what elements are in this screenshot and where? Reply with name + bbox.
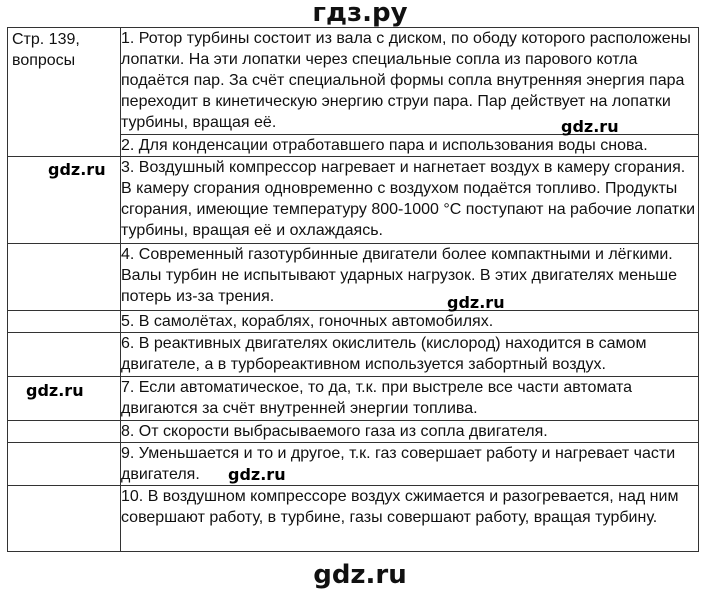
answer-2-text: 2. Для конденсации отработавшего пара и использования воды снова. bbox=[121, 137, 648, 154]
answer-7 bbox=[121, 377, 699, 421]
site-title: гдз.ру bbox=[312, 0, 408, 28]
label-cell-3 bbox=[8, 157, 121, 244]
label-cell-9 bbox=[8, 443, 121, 486]
answer-5 bbox=[121, 311, 699, 333]
section-label: вопросы bbox=[12, 52, 76, 69]
answer-6-text: 6. В реактивных двигателях окислитель (кислород) находится в самом двигателе, а в турбореактивном используется забортный воздух. bbox=[121, 335, 647, 373]
answer-5-text: 5. В самолётах, кораблях, гоночных автомобилях. bbox=[121, 313, 494, 330]
table-row bbox=[8, 311, 699, 333]
table-row bbox=[8, 157, 699, 244]
label-cell-4 bbox=[8, 244, 121, 311]
answer-4 bbox=[121, 244, 699, 311]
answer-4-text: 4. Современный газотурбинные двигатели более компактными и лёгкими. Валы турбин не испытывают ударных нагрузок. В этих двигателях меньше потерь из-за трения. bbox=[121, 246, 678, 305]
answers-table bbox=[7, 27, 699, 552]
watermark: gdz.ru bbox=[447, 293, 505, 312]
answer-9-text: 9. Уменьшается и то и другое, т.к. газ совершает работу и нагревает части двигателя. bbox=[121, 445, 676, 483]
answer-10 bbox=[121, 486, 699, 552]
page-number-label: Стр. 139, bbox=[12, 31, 80, 48]
answer-8-text: 8. От скорости выбрасываемого газа из сопла двигателя. bbox=[121, 423, 548, 440]
watermark: gdz.ru bbox=[228, 465, 286, 484]
watermark: gdz.ru bbox=[561, 117, 619, 136]
table-row bbox=[8, 421, 699, 443]
table-row bbox=[8, 486, 699, 552]
table-row bbox=[8, 333, 699, 377]
site-footer: gdz.ru bbox=[313, 560, 407, 590]
table-row bbox=[8, 443, 699, 486]
watermark: gdz.ru bbox=[26, 381, 84, 400]
label-cell-8 bbox=[8, 421, 121, 443]
answer-1-text: 1. Ротор турбины состоит из вала с диском, по ободу которого расположены лопатки. На эти лопатки через специальные сопла из парового котла подаётся пар. За счёт специальной формы сопла внутренняя энергия пара переходит в кинетическую энергию струи пара. Пар действует на лопатки турбины, вращая её. bbox=[121, 30, 691, 131]
label-cell-5 bbox=[8, 311, 121, 333]
label-cell-6 bbox=[8, 333, 121, 377]
table-row bbox=[8, 377, 699, 421]
label-cell-10 bbox=[8, 486, 121, 552]
answer-2 bbox=[121, 135, 699, 157]
table-row bbox=[8, 28, 699, 135]
page-label-cell bbox=[8, 28, 121, 157]
answer-7-text: 7. Если автоматическое, то да, т.к. при выстреле все части автомата двигаются за счёт внутренней энергии топлива. bbox=[121, 379, 633, 417]
answer-3 bbox=[121, 157, 699, 244]
answer-3-text: 3. Воздушный компрессор нагревает и нагнетает воздух в камеру сгорания. В камеру сгорания одновременно с воздухом подаётся топливо. Продукты сгорания, имеющие температуру 800-1000 °С поступают на рабочие лопатки турбины, вращая её и охлаждаясь. bbox=[121, 159, 696, 239]
table-row bbox=[8, 244, 699, 311]
label-cell-7 bbox=[8, 377, 121, 421]
answer-8 bbox=[121, 421, 699, 443]
answer-6 bbox=[121, 333, 699, 377]
answer-9 bbox=[121, 443, 699, 486]
answer-10-text: 10. В воздушном компрессоре воздух сжимается и разогревается, над ним совершают работу, в турбине, газы совершают работу, вращая турбину. bbox=[121, 488, 679, 526]
answer-1 bbox=[121, 28, 699, 135]
watermark: gdz.ru bbox=[48, 160, 106, 179]
